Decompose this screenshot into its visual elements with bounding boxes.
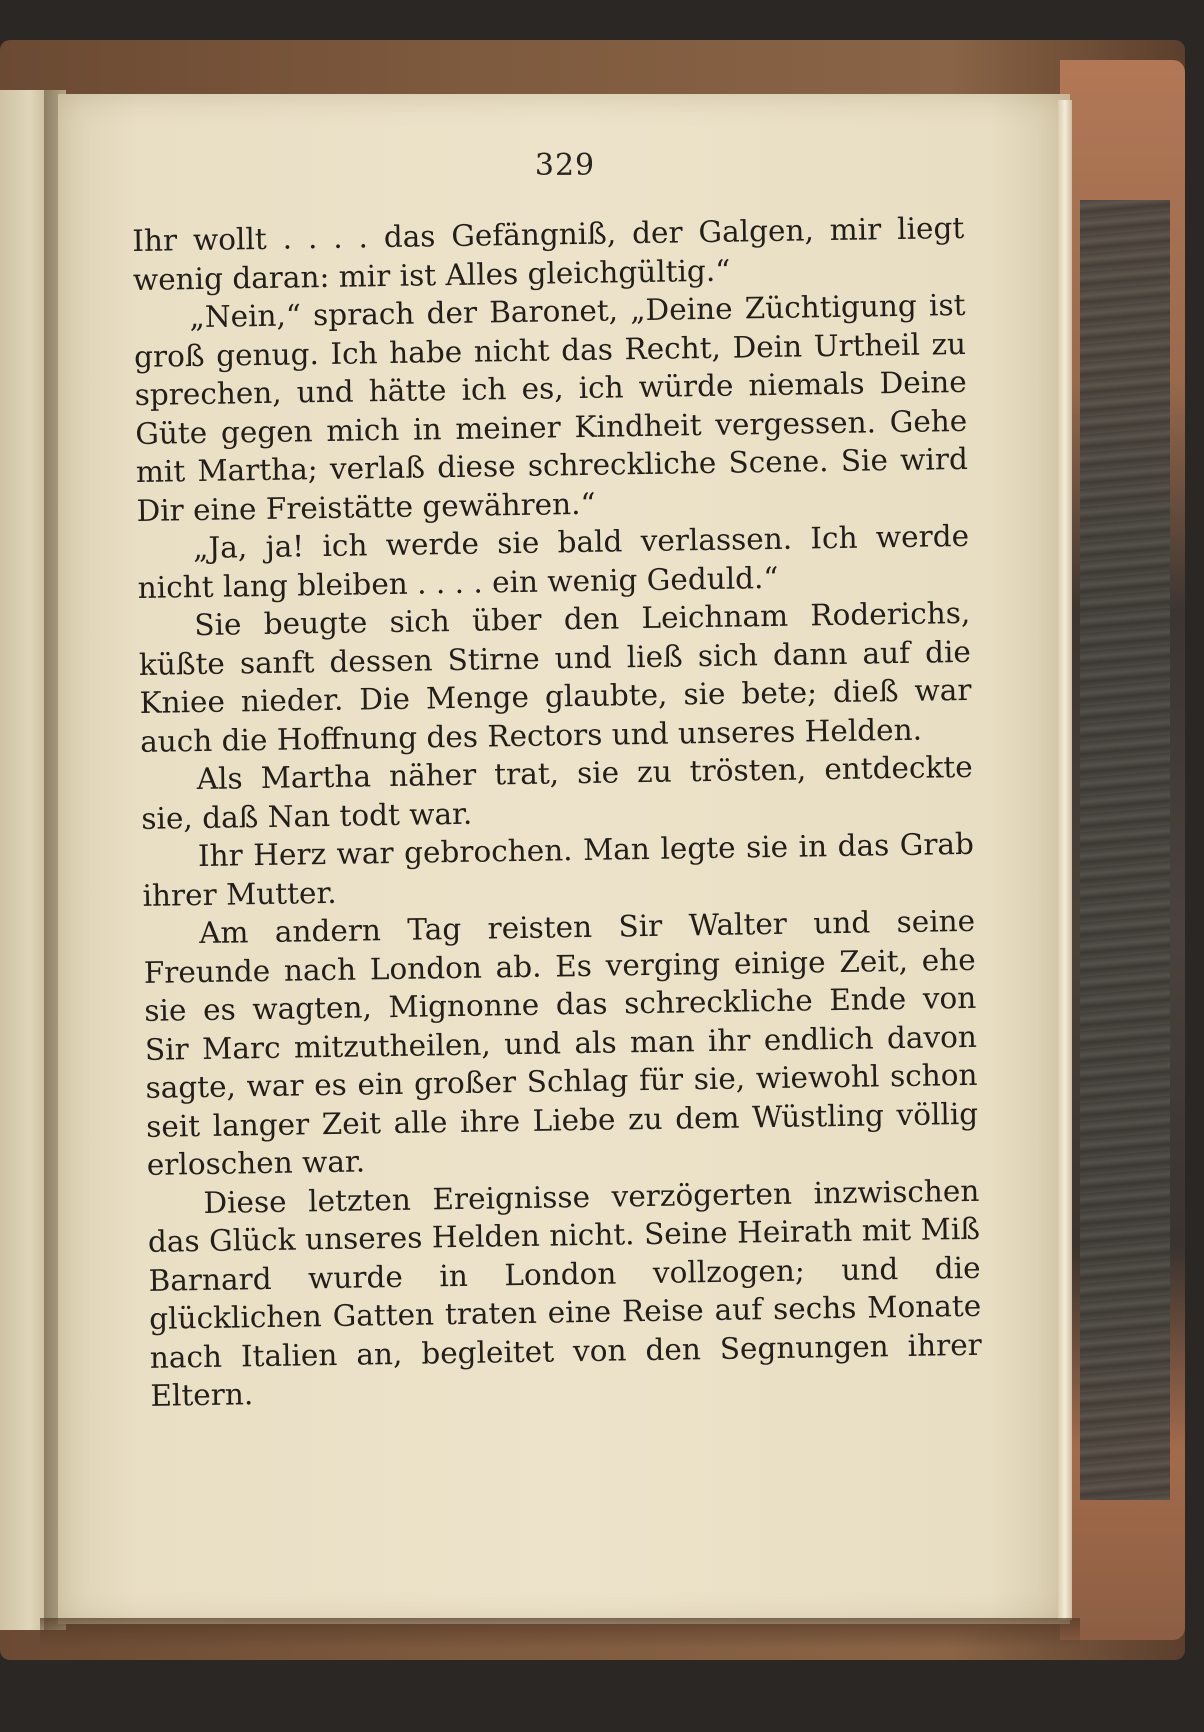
page-stack-edge bbox=[1058, 100, 1072, 1620]
paragraph: „Nein,“ sprach der Baronet, „Deine Züchtigung ist groß genug. Ich habe nicht das Recht, Dein Urtheil zu sprechen, und hätte ich es, ich würde niemals Deine Güte gegen mich in meiner Kindheit vergessen. Gehe mit Martha; verlaß diese schreckliche Scene. Sie wird Dir eine Freistätte gewähren.“ bbox=[133, 287, 969, 528]
paragraph: „Ja, ja! ich werde sie bald verlassen. Ich werde nicht lang bleiben . . . . ein wenig Geduld.“ bbox=[137, 518, 970, 605]
page-bottom-shadow bbox=[40, 1618, 1080, 1648]
page-number: 329 bbox=[534, 148, 596, 183]
paragraph: Sie beugte sich über den Leichnam Roderichs, küßte sanft dessen Stirne und ließ sich dann auf die Kniee nieder. Die Menge glaubte, sie bete; dieß war auch die Hoffnung des Rectors und unseres Helden. bbox=[138, 595, 972, 759]
paragraph: Als Martha näher trat, sie zu trösten, entdeckte sie, daß Nan todt war. bbox=[141, 749, 973, 836]
paragraph: Ihr Herz war gebrochen. Man legte sie in das Grab ihrer Mutter. bbox=[142, 826, 975, 913]
paragraph: Diese letzten Ereignisse verzögerten inzwischen das Glück unseres Helden nicht. Seine Heirath mit Miß Barnard wurde in London vollzogen; und die glücklichen Gatten traten eine Reise auf sechs Monate nach Italien an, begleitet von den Segnungen ihrer Eltern. bbox=[147, 1173, 983, 1413]
page-text bbox=[132, 209, 983, 1415]
paragraph: Ihr wollt . . . . das Gefängniß, der Galgen, mir liegt wenig daran: mir ist Alles gleichgültig.“ bbox=[132, 210, 965, 297]
paragraph: Am andern Tag reisten Sir Walter und seine Freunde nach London ab. Es verging einige Zeit, ehe sie es wagten, Mignonne das schreckliche Ende von Sir Marc mitzutheilen, und als man ihr endlich davon sagte, war es ein großer Schlag für sie, wiewohl schon seit langer Zeit alle ihre Liebe zu dem Wüstling völlig erloschen war. bbox=[143, 903, 979, 1182]
cover-worn-edge bbox=[1080, 200, 1170, 1500]
left-page-edge bbox=[0, 90, 50, 1630]
